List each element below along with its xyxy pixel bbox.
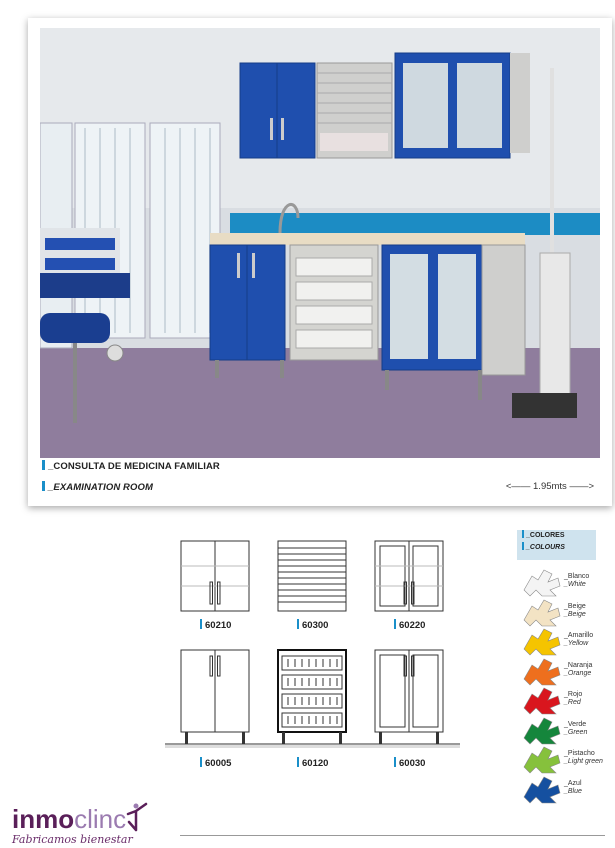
cabinet-60300-drawing [277,540,347,612]
code-bar [297,619,299,629]
colours-header-en-text: _COLOURS [526,544,565,551]
colour-name-es: _Amarillo [564,632,594,639]
cabinet-60220-drawing [374,540,444,612]
colour-name-es: _Naranja [564,661,593,669]
colour-name-en: _Green [564,728,588,736]
colour-label [564,750,603,766]
colours-bar [522,542,524,550]
cabinet-60210-drawing [180,540,250,612]
colour-name-en: _Yellow [564,640,589,647]
caption-bar [42,460,45,470]
cabinet-code-text: 60030 [399,758,426,769]
colour-name-es: _Verde [564,720,587,728]
colour-name-en: _Red [564,699,581,706]
cabinet-code [200,619,231,631]
code-bar [200,619,202,629]
width-dimension: <—— 1.95mts ——> [505,481,594,492]
colour-swatch [522,657,562,687]
colour-name-es: _Blanco [564,573,590,580]
logo-tagline: Fabricamos bienestar [12,833,133,846]
colour-label [564,780,582,796]
colour-name-en: _White [564,581,586,588]
code-bar [394,757,396,767]
logo-name-light: clinc [74,804,127,834]
code-bar [200,757,202,767]
colour-name-es: _Beige [564,602,586,610]
colour-name-en: _Orange [564,669,592,677]
colour-name-en: _Blue [564,787,582,795]
colour-swatch [522,627,562,657]
cabinet-code-text: 60005 [205,758,232,769]
colours-header-en [517,542,596,554]
cabinet-code [394,757,425,769]
colours-header-es-text: _COLORES [526,532,565,539]
colour-swatch [522,568,562,598]
base-cabinets-drawing [165,648,460,748]
colour-name-es: _Rojo [564,691,583,698]
logo-name-bold: inmo [12,804,75,834]
caption-bar [42,481,45,491]
colour-swatch [522,745,562,775]
colours-header-es [517,530,596,542]
logo-wordmark [12,802,148,832]
photo-card [28,18,612,506]
colour-swatch [522,686,562,716]
examination-room-photo [40,28,600,458]
colour-label [564,573,589,589]
cabinet-code-text: 60120 [302,758,329,769]
colour-label [564,691,582,707]
footer-rule [180,835,605,836]
colour-swatch [522,716,562,746]
cabinet-code [297,619,328,631]
cabinet-code-text: 60210 [205,620,232,631]
code-bar [394,619,396,629]
cabinet-code-text: 60220 [399,620,426,631]
colour-label [564,632,593,648]
cabinet-code [200,757,231,769]
caption-spanish-text: _CONSULTA DE MEDICINA FAMILIAR [48,461,220,472]
colour-name-en: _Light green [564,758,603,765]
cabinet-code [394,619,425,631]
colour-name-en: _Beige [564,610,586,618]
caption-spanish [42,460,220,472]
colours-header [517,530,596,560]
colour-name-es: _Azul [564,779,582,787]
colour-label [564,721,587,737]
logo-figure-icon [126,802,148,832]
caption-english-text: _EXAMINATION ROOM [48,482,153,493]
caption-english [42,481,153,493]
code-bar [297,757,299,767]
colour-label [564,603,586,619]
colours-bar [522,530,524,538]
cabinet-code-text: 60300 [302,620,329,631]
inmoclinc-logo [12,802,148,846]
colour-swatch [522,598,562,628]
colour-label [564,662,592,678]
colour-swatch [522,775,562,805]
cabinet-code [297,757,328,769]
colour-name-es: _Pistacho [564,750,595,757]
